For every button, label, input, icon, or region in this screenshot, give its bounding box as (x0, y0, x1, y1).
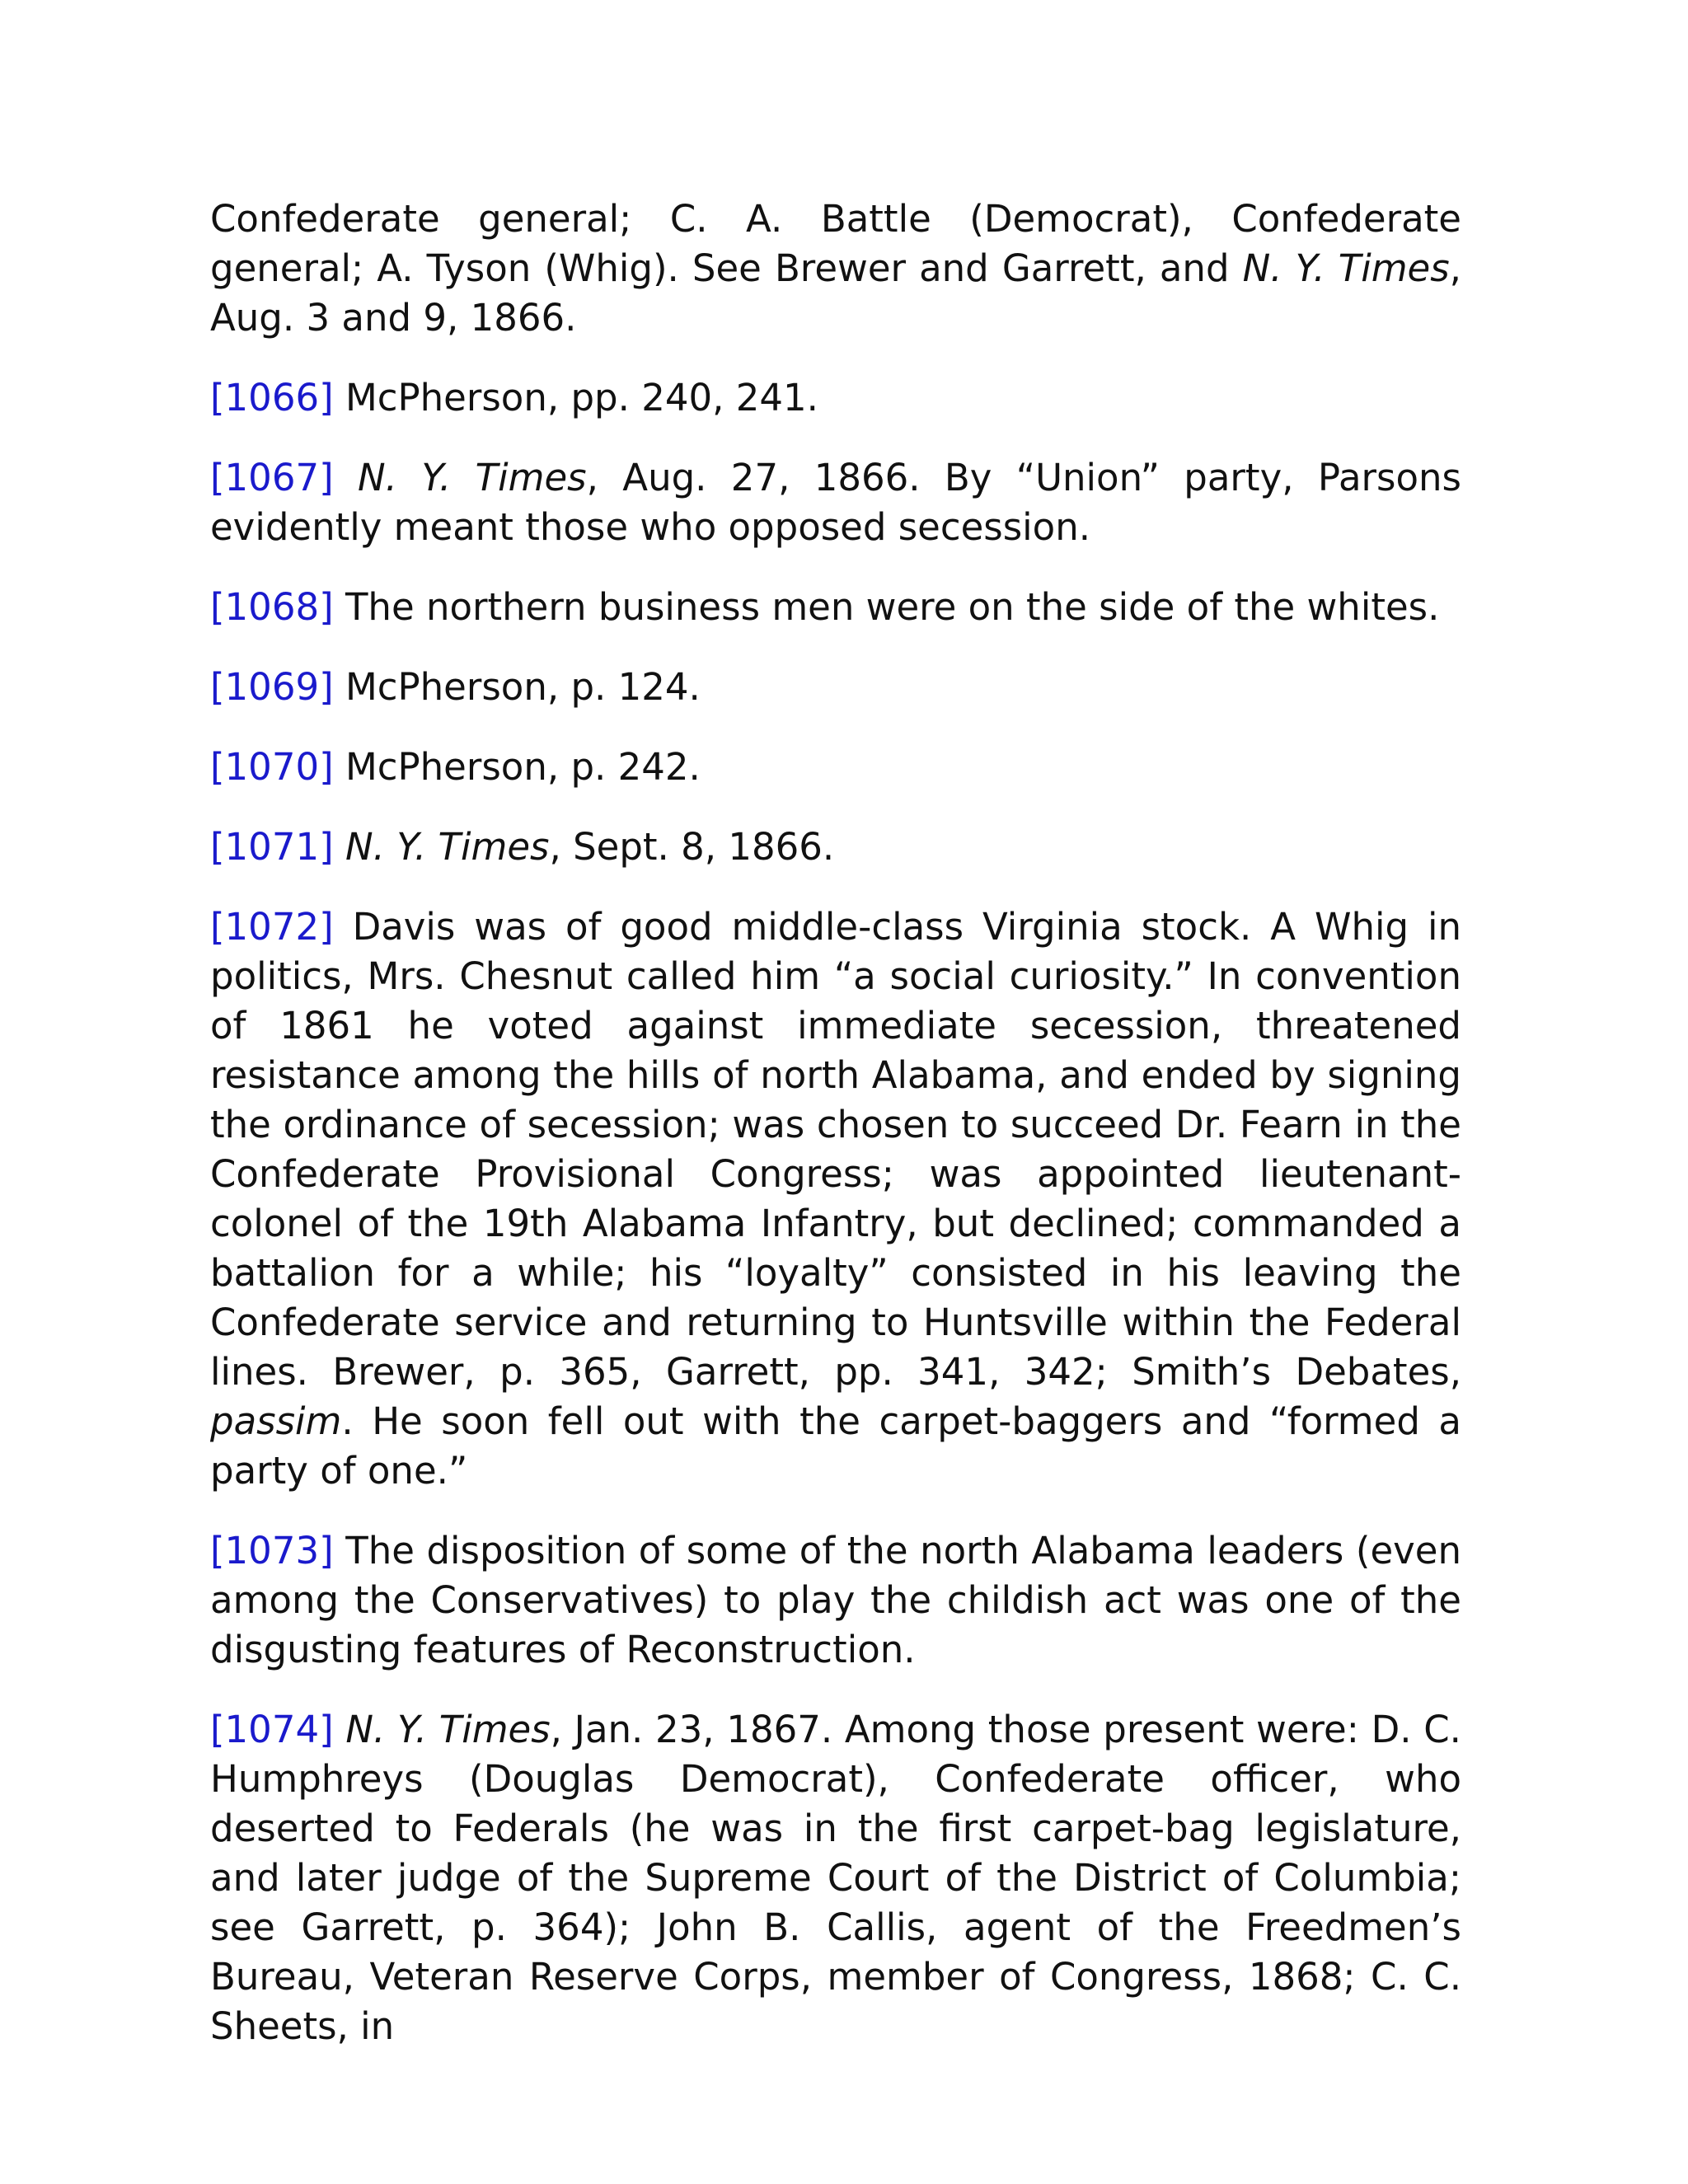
footnote-text: The disposition of some of the north Alabama leaders (even among the Conservatives) to play the childish act was one of the disgusting features of Reconstruction. (210, 1529, 1461, 1671)
footnote-text: , Sept. 8, 1866. (549, 825, 835, 869)
italic-citation-text: N. Y. Times (345, 1708, 551, 1751)
footnote-text: Davis was of good middle-class Virginia stock. A Whig in politics, Mrs. Chesnut called him “a social curiosity.” In convention of 1861 he voted against immediate secession, threatened resistance among the hills of north Alabama, and ended by signing the ordinance of secession; was chosen to succeed Dr. Fearn in the Confederate Provisional Congress; was appointed lieutenant-colonel of the 19th Alabama Infantry, but declined; commanded a battalion for a while; his “loyalty” consisted in his leaving the Confederate service and returning to Huntsville within the Federal lines. Brewer, p. 365, Garrett, pp. 341, 342; Smith’s Debates, (210, 905, 1461, 1394)
footnote-paragraph (210, 373, 1461, 423)
footnote-text: The northern business men were on the side of the whites. (333, 585, 1440, 629)
footnote-text (334, 1708, 346, 1751)
italic-citation-text: N. Y. Times (1242, 246, 1450, 290)
footnote-paragraph (210, 823, 1461, 872)
footnote-text: McPherson, p. 124. (333, 665, 701, 709)
italic-citation-text: N. Y. Times (345, 825, 550, 869)
footnote-ref-link[interactable]: [1074] (210, 1708, 334, 1751)
footnote-paragraph (210, 902, 1461, 1496)
footnote-text: McPherson, pp. 240, 241. (333, 376, 818, 419)
footnote-paragraph (210, 194, 1461, 343)
footnote-text: , Aug. 27, 1866. By “Union” party, Parsons evidently meant those who opposed secession. (210, 456, 1461, 549)
footnote-paragraph (210, 743, 1461, 792)
italic-citation-text: passim (210, 1399, 342, 1443)
footnote-paragraph (210, 1526, 1461, 1675)
footnote-text (334, 456, 358, 499)
footnote-ref-link[interactable]: [1071] (210, 825, 334, 869)
footnote-text: , Jan. 23, 1867. Among those present were: D. C. Humphreys (Douglas Democrat), Confederate officer, who deserted to Federals (he was in the first carpet-bag legislature, and later judge of the Supreme Court of the District of Columbia; see Garrett, p. 364); John B. Callis, agent of the Freedmen’s Bureau, Veteran Reserve Corps, member of Congress, 1868; C. C. Sheets, in (210, 1708, 1461, 2048)
footnote-text: , Aug. 3 and 9, 1866. (210, 246, 1461, 340)
footnote-paragraph (210, 453, 1461, 552)
footnote-ref-link[interactable]: [1066] (210, 376, 334, 419)
footnote-ref-link[interactable]: [1068] (210, 585, 334, 629)
footnote-ref-link[interactable]: [1067] (210, 456, 334, 499)
italic-citation-text: N. Y. Times (358, 456, 587, 499)
footnote-text: Confederate general; C. A. Battle (Democrat), Confederate general; A. Tyson (Whig). See Brewer and Garrett, and (210, 197, 1461, 290)
footnote-paragraph (210, 663, 1461, 712)
footnote-paragraph (210, 1705, 1461, 2051)
footnote-ref-link[interactable]: [1072] (210, 905, 334, 949)
footnote-text: McPherson, p. 242. (333, 745, 701, 789)
footnote-text: . He soon fell out with the carpet-baggers and “formed a party of one.” (210, 1399, 1461, 1493)
footnote-ref-link[interactable]: [1073] (210, 1529, 334, 1572)
footnote-text (334, 825, 345, 869)
footnote-ref-link[interactable]: [1069] (210, 665, 334, 709)
footnote-paragraph (210, 583, 1461, 632)
footnotes-page (210, 194, 1461, 2082)
footnote-ref-link[interactable]: [1070] (210, 745, 334, 789)
